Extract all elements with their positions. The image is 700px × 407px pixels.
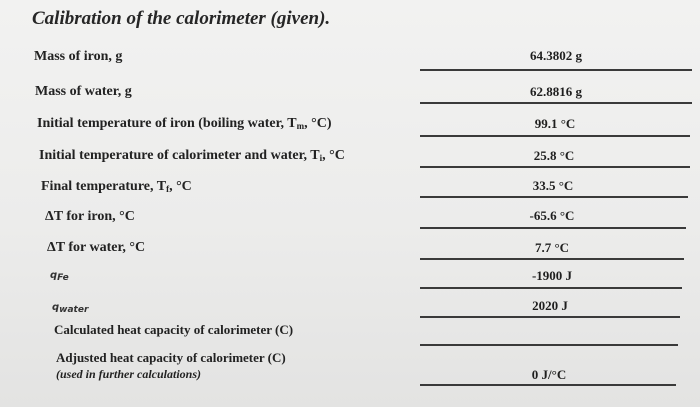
answer-line xyxy=(420,69,692,71)
answer-line xyxy=(420,196,688,198)
page-title: Calibration of the calorimeter (given). xyxy=(32,8,331,29)
row-value-dt-water: 7.7 °C xyxy=(534,240,570,255)
answer-line xyxy=(420,384,676,386)
answer-line xyxy=(420,166,690,168)
row-value-temp-final: 33.5 °C xyxy=(532,178,574,193)
row-label-temp-initial: Initial temperature of calorimeter and water, $T_i$, °C xyxy=(39,148,345,163)
row-label-temp-iron: Initial temperature of iron (boiling water, $T_m$, °C) xyxy=(37,116,332,131)
row-value-temp-iron: 99.1 °C xyxy=(534,116,576,131)
answer-line xyxy=(420,227,686,229)
row-value-q-fe: -1900 J xyxy=(531,268,573,283)
row-value-mass-iron: 64.3802 g xyxy=(530,48,582,63)
row-value-q-water: 2020 J xyxy=(532,298,568,313)
row-value-dt-iron: -65.6 °C xyxy=(529,208,575,223)
answer-line xyxy=(420,344,678,346)
row-label-dt-water: ΔT for water, °C xyxy=(47,240,146,255)
row-value-temp-initial: 25.8 °C xyxy=(533,148,575,163)
row-label-q-fe: qFe xyxy=(50,270,69,283)
row-label-mass-iron: Mass of iron, g xyxy=(34,49,123,64)
usage-note: (used in further calculations) xyxy=(56,367,202,381)
row-label-adjusted-heat-capacity: Adjusted heat capacity of calorimeter (C) (used in further calculations) xyxy=(56,350,286,381)
row-value-mass-water: 62.8816 g xyxy=(530,84,582,99)
row-value-adjusted-heat-capacity: 0 J/°C xyxy=(531,367,567,382)
answer-line xyxy=(420,102,692,104)
answer-line xyxy=(420,316,680,318)
row-label-calc-heat-capacity: Calculated heat capacity of calorimeter (C) xyxy=(54,322,294,337)
answer-line xyxy=(420,135,690,137)
row-label-dt-iron: ΔT for iron, °C xyxy=(45,209,135,224)
row-label-temp-final: Final temperature, $T_f$, °C xyxy=(41,179,192,194)
row-label-mass-water: Mass of water, g xyxy=(35,84,132,99)
row-label-q-water: qwater xyxy=(52,302,89,315)
answer-line xyxy=(420,258,684,260)
answer-line xyxy=(420,287,682,289)
